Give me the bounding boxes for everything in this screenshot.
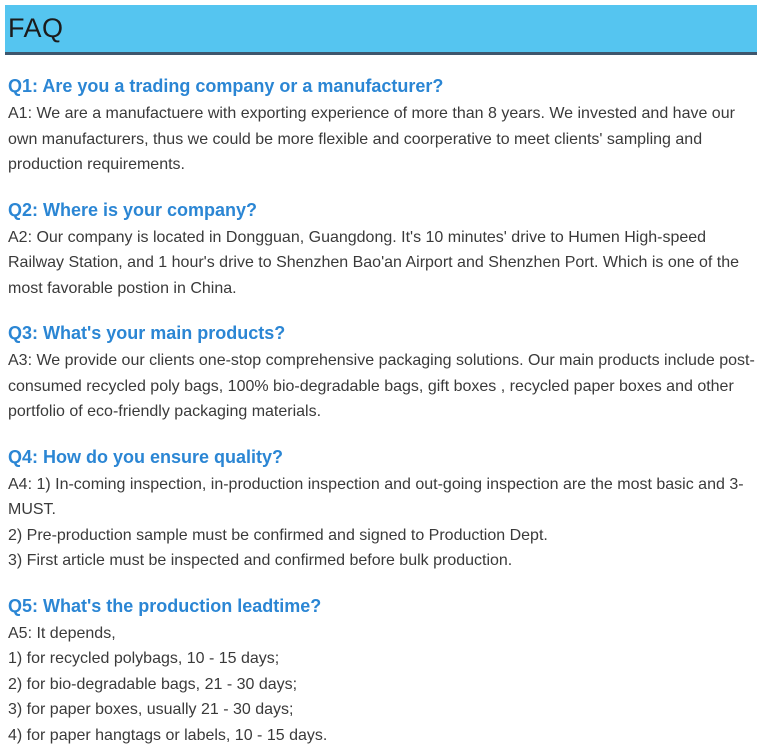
faq-answer [8, 101, 757, 178]
faq-section-q4 [8, 447, 757, 574]
faq-answer [8, 621, 757, 748]
faq-answer-line: A1: We are a manufactuere with exporting experience of more than 8 years. We invested and have our own manufacturers, thus we could be more flexible and coorperative to meet clients' sampling and production requirements. [8, 105, 735, 173]
faq-page [0, 5, 765, 748]
faq-answer-line: 1) for recycled polybags, 10 - 15 days; [8, 650, 280, 667]
faq-question: Q4: How do you ensure quality? [8, 446, 284, 467]
faq-content [0, 55, 765, 748]
faq-header-bar [5, 5, 757, 55]
faq-answer [8, 348, 757, 425]
faq-answer-line: A4: 1) In-coming inspection, in-production inspection and out-going inspection are the most basic and 3-MUST. [8, 475, 744, 518]
faq-section-q2 [8, 200, 757, 302]
page-title: FAQ [8, 13, 64, 43]
faq-question: Q3: What's your main products? [8, 323, 286, 343]
faq-answer-line: A3: We provide our clients one-stop comprehensive packaging solutions. Our main products include post-consumed recycled poly bags, 100% bio-degradable bags, gift boxes , recycled paper boxes and other portfolio of eco-friendly packaging materials. [8, 352, 755, 420]
faq-answer [8, 225, 757, 302]
faq-section-q3 [8, 323, 757, 425]
faq-question: Q2: Where is your company? [8, 199, 258, 220]
faq-answer-line: A5: It depends, [8, 624, 116, 642]
faq-question: Q5: What's the production leadtime? [8, 595, 322, 616]
faq-question: Q1: Are you a trading company or a manufacturer? [8, 76, 444, 96]
faq-answer-line: A2: Our company is located in Dongguan, Guangdong. It's 10 minutes' drive to Humen High-speed Railway Station, and 1 hour's drive to Shenzhen Bao'an Airport and Shenzhen Port. Which is one of the most favorable postion in China. [8, 228, 739, 297]
faq-answer-line: 2) Pre-production sample must be confirmed and signed to Production Dept. [8, 526, 548, 544]
faq-answer-line: 2) for bio-degradable bags, 21 - 30 days; [8, 675, 298, 693]
faq-section-q1 [8, 76, 757, 178]
faq-answer-line: 3) for paper boxes, usually 21 - 30 days; [8, 701, 294, 718]
faq-answer [8, 472, 757, 574]
faq-section-q5 [8, 596, 757, 748]
faq-answer-line: 4) for paper hangtags or labels, 10 - 15 days. [8, 726, 328, 744]
faq-answer-line: 3) First article must be inspected and confirmed before bulk production. [8, 552, 513, 569]
